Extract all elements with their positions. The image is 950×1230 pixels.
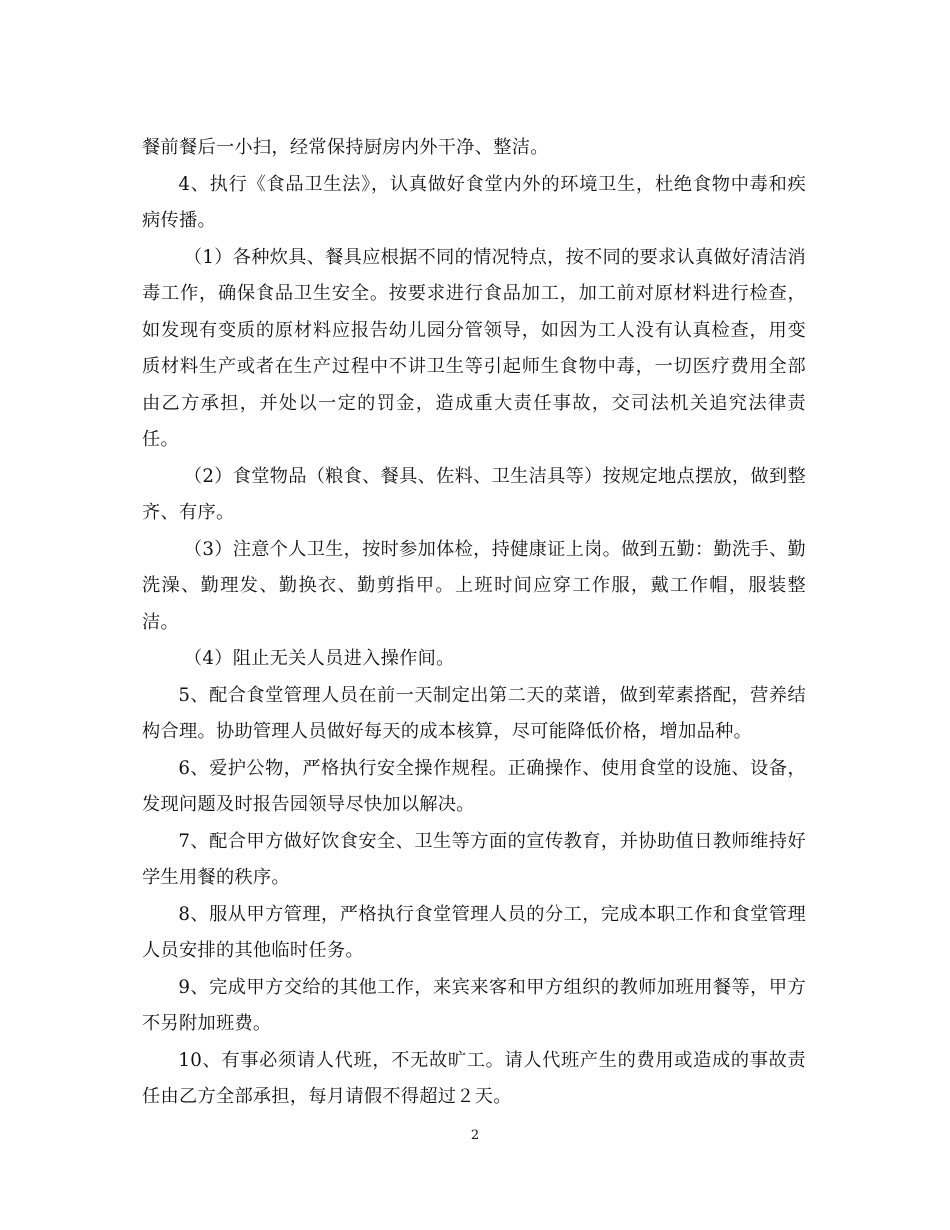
paragraph-item-4: 4、执行《食品卫生法》，认真做好食堂内外的环境卫生，杜绝食物中毒和疾病传播。 xyxy=(142,173,806,231)
paragraph-item-9: 9、完成甲方交给的其他工作，来宾来客和甲方组织的教师加班用餐等，甲方不另附加班费。 xyxy=(142,976,806,1034)
document-body xyxy=(142,130,806,1116)
paragraph-item-7: 7、配合甲方做好饮食安全、卫生等方面的宣传教育，并协助值日教师维持好学生用餐的秩序。 xyxy=(142,830,806,888)
paragraph-continuation: 餐前餐后一小扫，经常保持厨房内外干净、整洁。 xyxy=(142,137,549,158)
paragraph-subitem-4: （4）阻止无关人员进入操作间。 xyxy=(183,648,455,669)
paragraph-item-6: 6、爱护公物，严格执行安全操作规程。正确操作、使用食堂的设施、设备，发现问题及时报告园领导尽快加以解决。 xyxy=(142,757,806,815)
paragraph-item-8: 8、服从甲方管理，严格执行食堂管理人员的分工，完成本职工作和食堂管理人员安排的其他临时任务。 xyxy=(142,903,806,961)
paragraph-item-10: 10、有事必须请人代班，不无故旷工。请人代班产生的费用或造成的事故责任由乙方全部承担，每月请假不得超过２天。 xyxy=(142,1049,806,1107)
paragraph-subitem-2: （2）食堂物品（粮食、餐具、佐料、卫生洁具等）按规定地点摆放，做到整齐、有序。 xyxy=(142,465,806,523)
page-number: 2 xyxy=(470,1128,480,1143)
paragraph-item-5: 5、配合食堂管理人员在前一天制定出第二天的菜谱，做到荤素搭配，营养结构合理。协助管理人员做好每天的成本核算，尽可能降低价格，增加品种。 xyxy=(142,684,806,742)
paragraph-subitem-3: （3）注意个人卫生，按时参加体检，持健康证上岗。做到五勤：勤洗手、勤洗澡、勤理发、勤换衣、勤剪指甲。上班时间应穿工作服，戴工作帽，服装整洁。 xyxy=(142,538,806,633)
paragraph-subitem-1: （1）各种炊具、餐具应根据不同的情况特点，按不同的要求认真做好清洁消毒工作，确保食品卫生安全。按要求进行食品加工，加工前对原材料进行检查，如发现有变质的原材料应报告幼儿园分管领导，如因为工人没有认真检查，用变质材料生产或者在生产过程中不讲卫生等引起师生食物中毒，一切医疗费用全部由乙方承担，并处以一定的罚金，造成重大责任事故，交司法机关追究法律责任。 xyxy=(142,246,806,450)
